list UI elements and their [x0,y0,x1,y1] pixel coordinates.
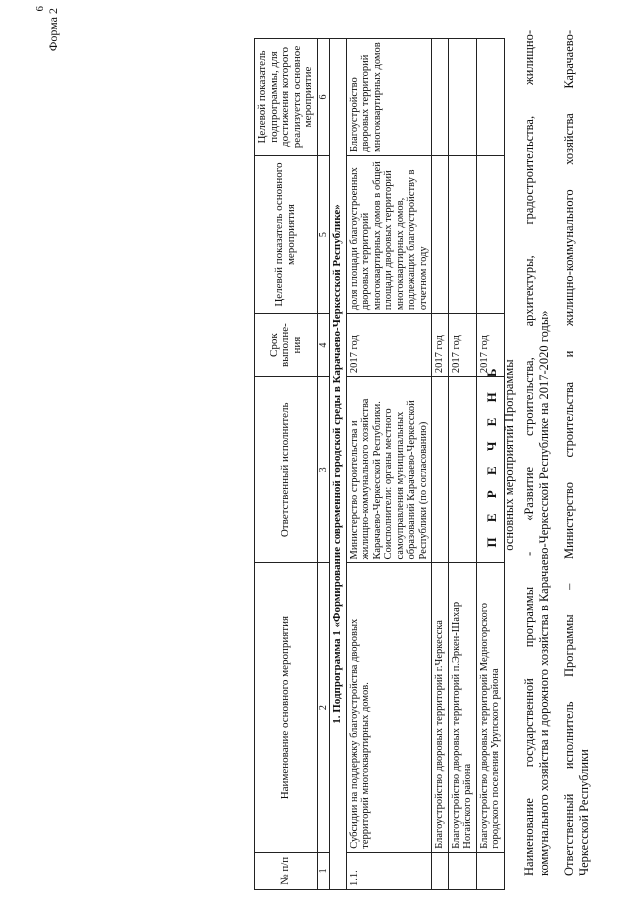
row-num [432,852,449,889]
table-row [346,39,432,890]
col-number: 4 [317,314,330,377]
row-term: 2017 год [346,314,432,377]
table-header-row [255,39,318,890]
header-num: № п/п [255,852,318,889]
col-number: 6 [317,39,330,156]
measures-table [254,38,505,890]
row-executor [432,377,449,563]
row-term: 2017 год [448,314,476,377]
header-term: Срок выполне-ния [255,314,318,377]
form-label: Форма 2 [46,8,60,52]
row-term: 2017 год [432,314,449,377]
row-name: Благоустройство дворовых территорий Медногорского городского поселения Урупского района [476,563,504,852]
row-term: 2017 год [476,314,504,377]
row-num [448,852,476,889]
header-name: Наименование основного мероприятия [255,563,318,852]
table-row [432,39,449,890]
program-name-line: коммунального хозяйства и дорожного хозяйства в Карачаево-Черкесской Республике на 2017-2020 годы» [537,310,551,876]
row-program-target [448,39,476,156]
col-number: 5 [317,156,330,314]
row-num: 1.1. [346,852,432,889]
document-title: П Е Р Е Ч Е Н Ь [484,362,499,548]
program-name-line: Наименование государственной программы - «Развитие строительства, архитектуры, градостроительства, жилищно- [522,30,536,876]
row-name: Благоустройство дворовых территорий г.Черкесска [432,563,449,852]
document-subtitle: основных мероприятий Программы [502,359,516,551]
row-name: Субсидии на поддержку благоустройства дворовых территорий многоквартирных домов. [346,563,432,852]
responsible-paragraph [562,30,592,876]
row-target: доля площади благоустроенных дворовых территорий многоквартирных домов в общей площади дворовых территорий многоквартирных домов, подлежащих благоустройству в отчетном году [346,156,432,314]
row-program-target: Благоустройство дворовых территорий многоквартирных домов [346,39,432,156]
responsible-line: Ответственный исполнитель Программы – Министерство строительства и жилищно-коммунального хозяйства Карачаево- [562,30,576,876]
row-target [432,156,449,314]
page-number: 6 [34,6,46,12]
program-name-paragraph [522,30,552,876]
column-number-row [317,39,330,890]
row-name: Благоустройство дворовых территорий п.Эркен-Шахар Ногайского района [448,563,476,852]
row-program-target [432,39,449,156]
row-target [448,156,476,314]
col-number: 1 [317,852,330,889]
table-row [448,39,476,890]
header-target: Целевой показатель основного мероприятия [255,156,318,314]
row-executor [448,377,476,563]
header-program-target: Целевой показатель подпрограммы, для достижения которого реализуется основное мероприятие [255,39,318,156]
rotated-sheet [14,20,634,890]
responsible-line: Черкесской Республики [577,749,591,876]
section-row [330,39,347,890]
section-title: 1. Подпрограмма 1 «Формирование современной городской среды в Карачаево-Черкесской Республике» [330,39,347,890]
col-number: 2 [317,563,330,852]
header-executor: Ответственный исполнитель [255,377,318,563]
row-executor: Министерство строительства и жилищно-коммунального хозяйства Карачаево-Черкесской Республики. Соисполнители: органы местного самоуправления муниципальных образований Карачаево-Черкесской Республики (по согласованию) [346,377,432,563]
col-number: 3 [317,377,330,563]
